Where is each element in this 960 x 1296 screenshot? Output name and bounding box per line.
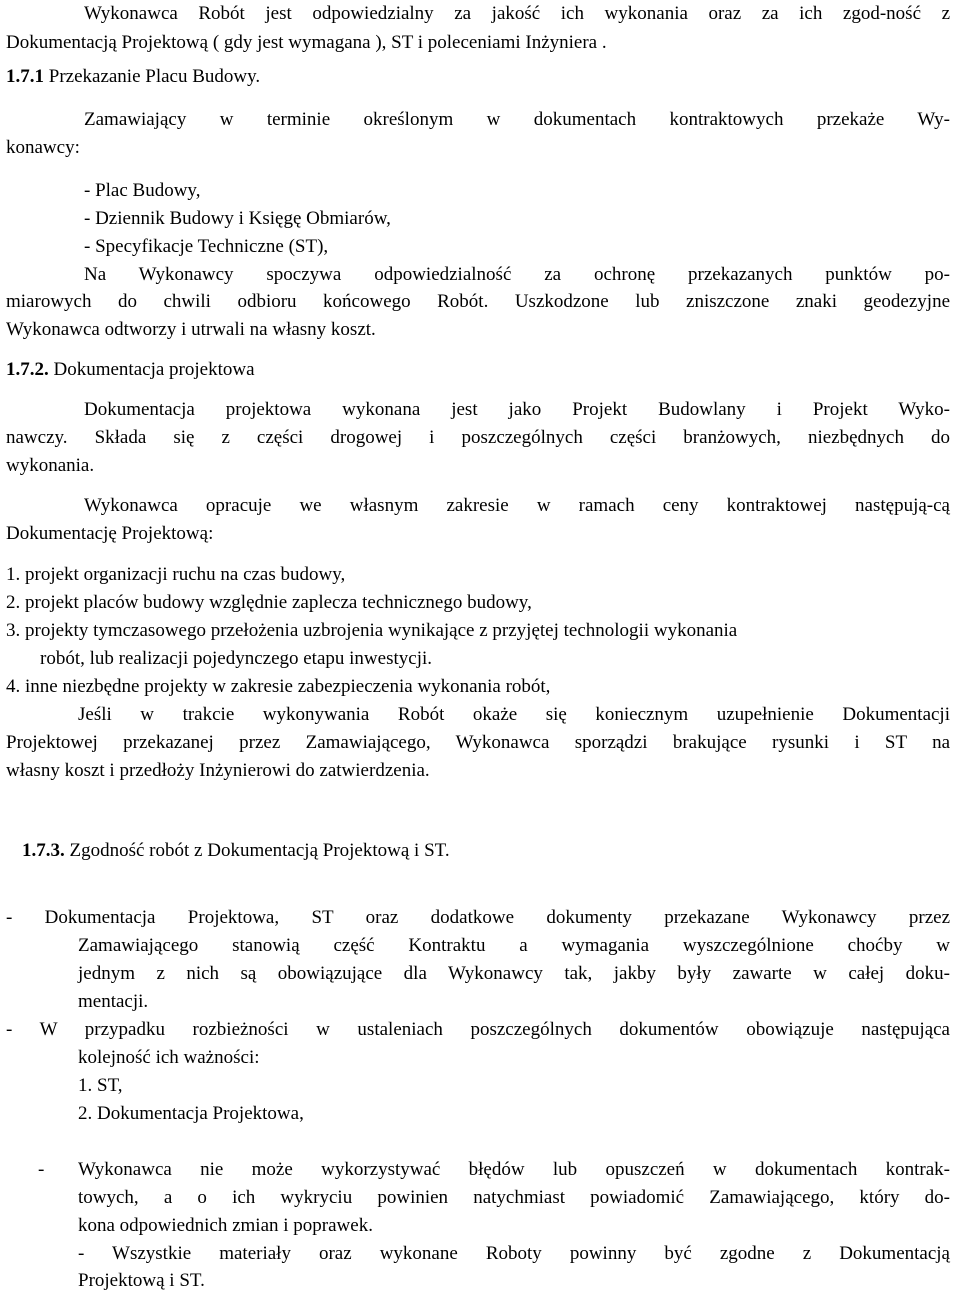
section-171-number: 1.7.1	[6, 66, 44, 87]
project-docs-line-1: Dokumentacja projektowa wykonana jest jako Projekt Budowlany i Projekt Wyko-	[84, 399, 950, 420]
section-173-number: 1.7.3.	[22, 840, 65, 861]
compliance-bullet-1-line-4: mentacji.	[78, 991, 149, 1012]
missing-docs-line-2: Projektowej przekazanej przez Zamawiającego, Wykonawca sporządzi brakujące rysunki i ST na	[6, 732, 950, 753]
section-172-title: Dokumentacja projektowa	[53, 359, 255, 380]
missing-docs-line-1: Jeśli w trakcie wykonywania Robót okaże się koniecznym uzupełnienie Dokumentacji	[78, 704, 950, 725]
handover-item: - Specyfikacje Techniczne (ST),	[84, 236, 329, 257]
responsibility-line-3: Wykonawca odtworzy i utrwali na własny koszt.	[6, 319, 376, 340]
compliance-bullet-3-line-3: kona odpowiednich zmian i poprawek.	[78, 1215, 373, 1236]
project-docs-line-3: wykonania.	[6, 455, 95, 476]
project-list-item: 4. inne niezbędne projekty w zakresie zabezpieczenia wykonania robót,	[6, 676, 551, 697]
section-173-heading	[22, 837, 450, 865]
compliance-bullet-2-line-2: kolejność ich ważności:	[78, 1047, 260, 1068]
handover-item: - Plac Budowy,	[84, 180, 201, 201]
section-172-number: 1.7.2.	[6, 359, 49, 380]
project-docs-line-2: nawczy. Składa się z części drogowej i poszczególnych części branżowych, niezbędnych do	[6, 427, 950, 448]
compliance-bullet-4-line-1: - Wszystkie materiały oraz wykonane Roboty powinny być zgodne z Dokumentacją	[78, 1243, 950, 1264]
contractor-docs-line-1: Wykonawca opracuje we własnym zakresie w ramach ceny kontraktowej następują-cą	[84, 495, 950, 516]
project-list-item: 3. projekty tymczasowego przełożenia uzbrojenia wynikające z przyjętej technologii wykonania	[6, 620, 738, 641]
section-171-heading	[6, 63, 260, 91]
section-173-title: Zgodność robót z Dokumentacją Projektową i ST.	[69, 840, 450, 861]
section-172-heading	[6, 356, 255, 384]
compliance-bullet-1-line-1: - Dokumentacja Projektowa, ST oraz dodatkowe dokumenty przekazane Wykonawcy przez	[6, 907, 950, 928]
project-list-item: 2. projekt placów budowy względnie zaplecza technicznego budowy,	[6, 592, 532, 613]
compliance-bullet-4-line-2: Projektową i ST.	[78, 1270, 205, 1291]
responsibility-line-2: miarowych do chwili odbioru końcowego Robót. Uszkodzone lub zniszczone znaki geodezyjne	[6, 291, 950, 312]
section-171-title: Przekazanie Placu Budowy.	[48, 66, 261, 87]
contractor-docs-line-2: Dokumentację Projektową:	[6, 523, 214, 544]
compliance-bullet-1-line-2: Zamawiającego stanowią część Kontraktu a wymagania wyszczególnione choćby w	[78, 935, 950, 956]
project-list-item: 1. projekt organizacji ruchu na czas budowy,	[6, 564, 346, 585]
section-171-para-line-1: Zamawiający w terminie określonym w dokumentach kontraktowych przekaże Wy-	[84, 109, 950, 130]
compliance-bullet-3-line-1: Wykonawca nie może wykorzystywać błędów lub opuszczeń w dokumentach kontrak-	[78, 1159, 950, 1180]
priority-order-item: 2. Dokumentacja Projektowa,	[78, 1103, 304, 1124]
section-171-para-line-2: konawcy:	[6, 137, 80, 158]
compliance-bullet-2-line-1: - W przypadku rozbieżności w ustaleniach poszczególnych dokumentów obowiązuje następująca	[6, 1019, 950, 1040]
compliance-bullet-3-line-2: towych, a o ich wykryciu powinien natychmiast powiadomić Zamawiającego, który do-	[78, 1187, 950, 1208]
compliance-bullet-3-dash: -	[38, 1159, 45, 1180]
priority-order-item: 1. ST,	[78, 1075, 123, 1096]
intro-line-2: Dokumentacją Projektową ( gdy jest wymagana ), ST i poleceniami Inżyniera .	[6, 32, 607, 53]
handover-item: - Dziennik Budowy i Księgę Obmiarów,	[84, 208, 391, 229]
compliance-bullet-1-line-3: jednym z nich są obowiązujące dla Wykonawcy tak, jakby były zawarte w całej doku-	[78, 963, 950, 984]
responsibility-line-1: Na Wykonawcy spoczywa odpowiedzialność za ochronę przekazanych punktów po-	[84, 264, 950, 285]
intro-line-1: Wykonawca Robót jest odpowiedzialny za jakość ich wykonania oraz za ich zgod-ność z	[84, 3, 950, 24]
missing-docs-line-3: własny koszt i przedłoży Inżynierowi do zatwierdzenia.	[6, 760, 430, 781]
project-list-item-continuation: robót, lub realizacji pojedynczego etapu inwestycji.	[40, 648, 432, 669]
